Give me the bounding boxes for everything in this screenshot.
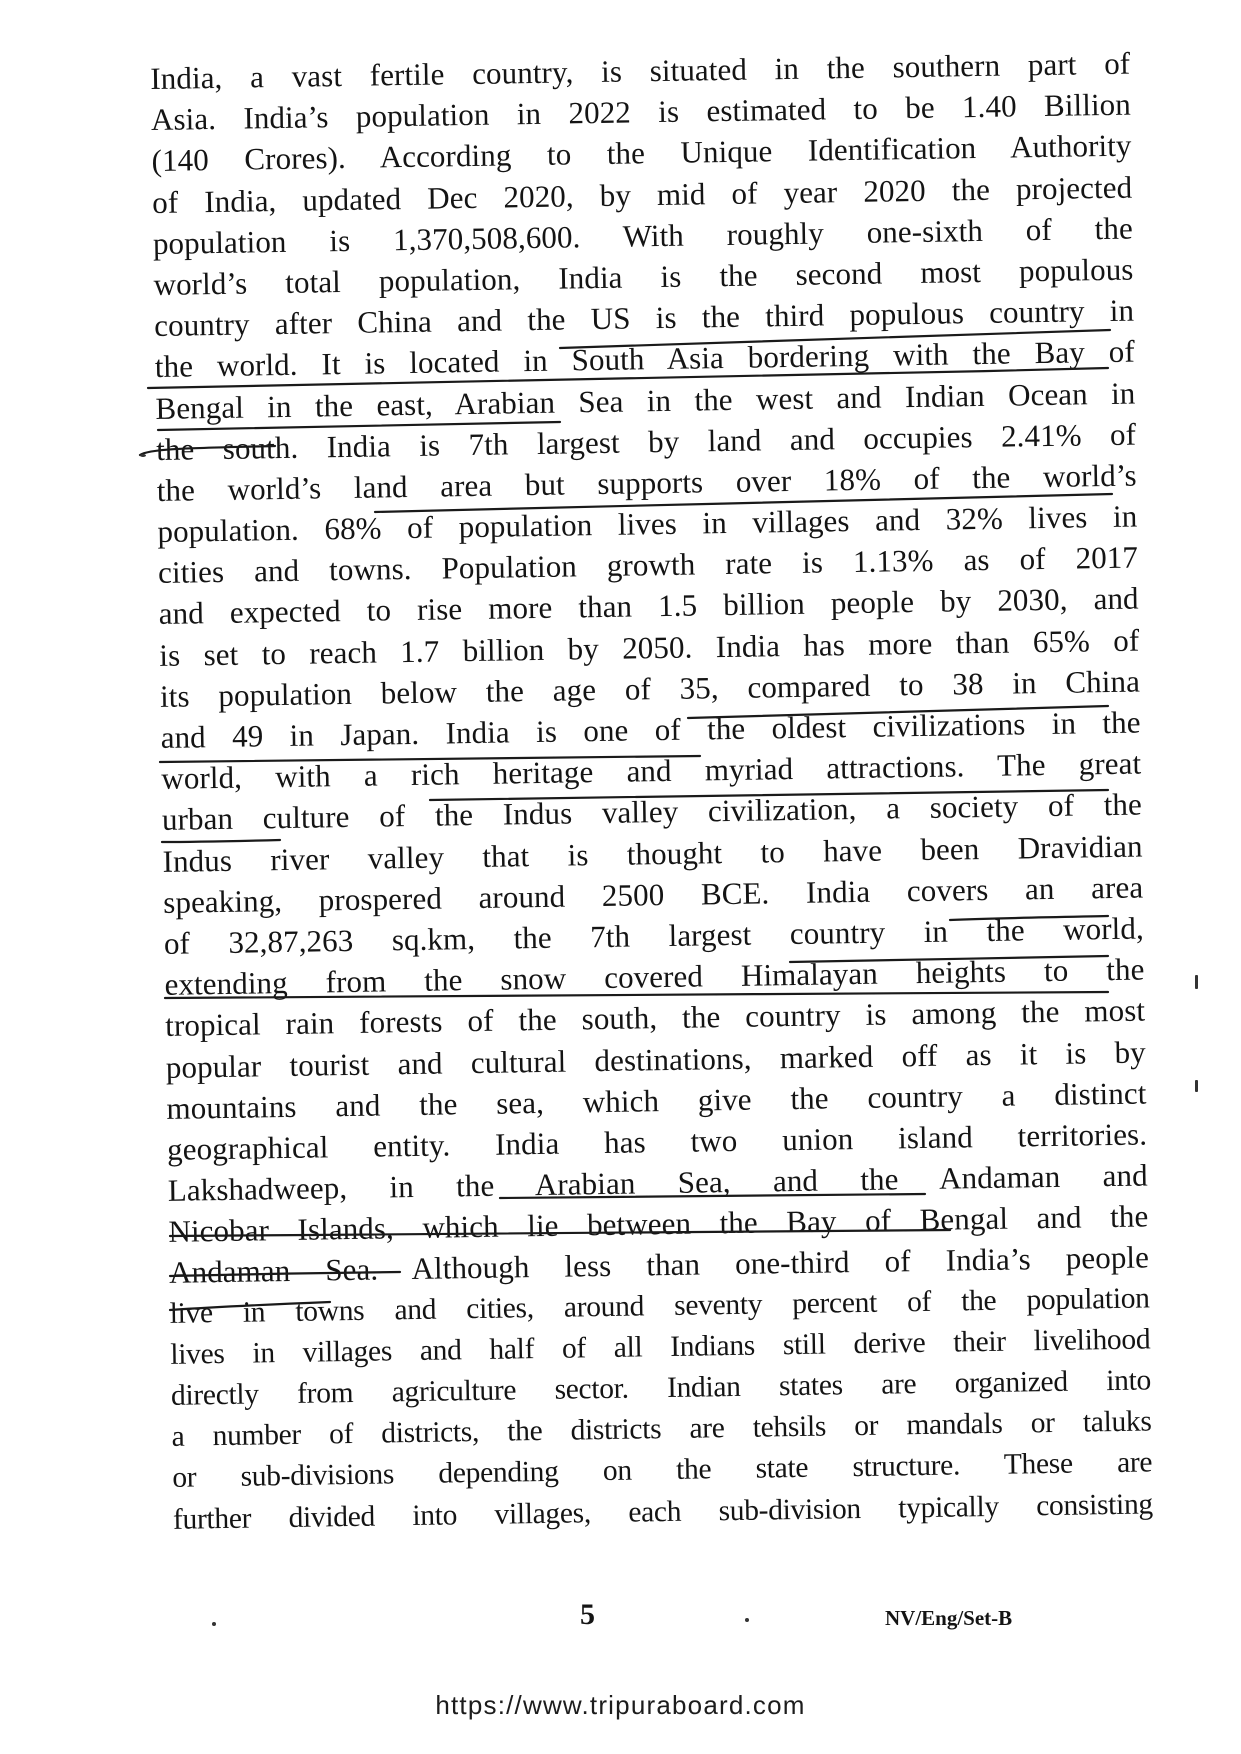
text-line: (140 Crores). According to the Unique Identification Authority <box>151 127 1132 179</box>
text-line: a number of districts, the districts are tehsils or mandals or taluks <box>171 1405 1152 1454</box>
text-line: country after China and the US is the third populous country in <box>153 292 1135 344</box>
text-line: live in towns and cities, around seventy percent of the population <box>169 1282 1150 1330</box>
text-line: its population below the age of 35, compared to 38 in China <box>159 663 1141 714</box>
scan-speck <box>745 1618 749 1622</box>
text-line: cities and towns. Population growth rate is 1.13% as of 2017 <box>157 539 1139 591</box>
text-line: the world. It is located in South Asia bordering with the Bay of <box>154 333 1136 385</box>
text-line: geographical entity. India has two union island territories. <box>166 1116 1148 1167</box>
text-line: speaking, prospered around 2500 BCE. India covers an area <box>162 869 1144 920</box>
text-line: lives in villages and half of all Indians still derive their livelihood <box>170 1323 1151 1371</box>
text-line: Indus river valley that is thought to have been Dravidian <box>162 828 1143 879</box>
text-line: of 32,87,263 sq.km, the 7th largest country in the world, <box>163 910 1145 961</box>
text-line: population is 1,370,508,600. With roughly one-sixth of the <box>152 210 1134 261</box>
text-line: urban culture of the Indus valley civilization, a society of the <box>161 786 1143 838</box>
page-number: 5 <box>580 1598 595 1631</box>
text-line: directly from agriculture sector. Indian states are organized into <box>170 1364 1152 1412</box>
text-line: world, with a rich heritage and myriad attractions. The great <box>161 745 1142 797</box>
text-line: world’s total population, India is the second most populous <box>153 251 1134 302</box>
text-line: is set to reach 1.7 billion by 2050. India has more than 65% of <box>159 622 1140 673</box>
scan-speck <box>212 1622 216 1626</box>
text-line: of India, updated Dec 2020, by mid of year 2020 the projected <box>151 169 1133 220</box>
text-line: Lakshadweep, in the Arabian Sea, and the Andaman and <box>167 1157 1148 1208</box>
text-line: and expected to rise more than 1.5 billion people by 2030, and <box>158 580 1139 632</box>
text-line: Asia. India’s population in 2022 is estimated to be 1.40 Billion <box>150 86 1132 138</box>
text-line: the south. India is 7th largest by land and occupies 2.41% of <box>155 416 1137 467</box>
body-paragraph <box>150 43 1153 1541</box>
text-line: further divided into villages, each sub-division typically consisting <box>172 1487 1154 1536</box>
scan-speck <box>1195 1080 1198 1092</box>
source-url: https://www.tripuraboard.com <box>435 1690 806 1720</box>
text-line: India, a vast fertile country, is situated in the southern part of <box>150 45 1131 96</box>
document-code: NV/Eng/Set-B <box>885 1606 1013 1630</box>
scan-speck <box>1195 975 1198 989</box>
text-line: tropical rain forests of the south, the country is among the most <box>164 992 1146 1044</box>
text-line: the world’s land area but supports over 18% of the world’s <box>156 457 1137 508</box>
text-line: Andaman Sea. Although less than one-third of India’s people <box>168 1239 1150 1291</box>
text-line: and 49 in Japan. India is one of the oldest civilizations in the <box>160 704 1141 755</box>
text-line: or sub-divisions depending on the state structure. These are <box>172 1446 1153 1495</box>
text-line: Bengal in the east, Arabian Sea in the west and Indian Ocean in <box>155 375 1136 426</box>
text-line: Nicobar Islands, which lie between the Bay of Bengal and the <box>168 1198 1149 1250</box>
text-line: popular tourist and cultural destinations, marked off as it is by <box>165 1033 1147 1085</box>
text-line: extending from the snow covered Himalayan heights to the <box>164 951 1145 1003</box>
text-line: mountains and the sea, which give the country a distinct <box>166 1075 1147 1126</box>
text-line: population. 68% of population lives in villages and 32% lives in <box>157 498 1138 550</box>
scan-speck <box>140 454 146 457</box>
